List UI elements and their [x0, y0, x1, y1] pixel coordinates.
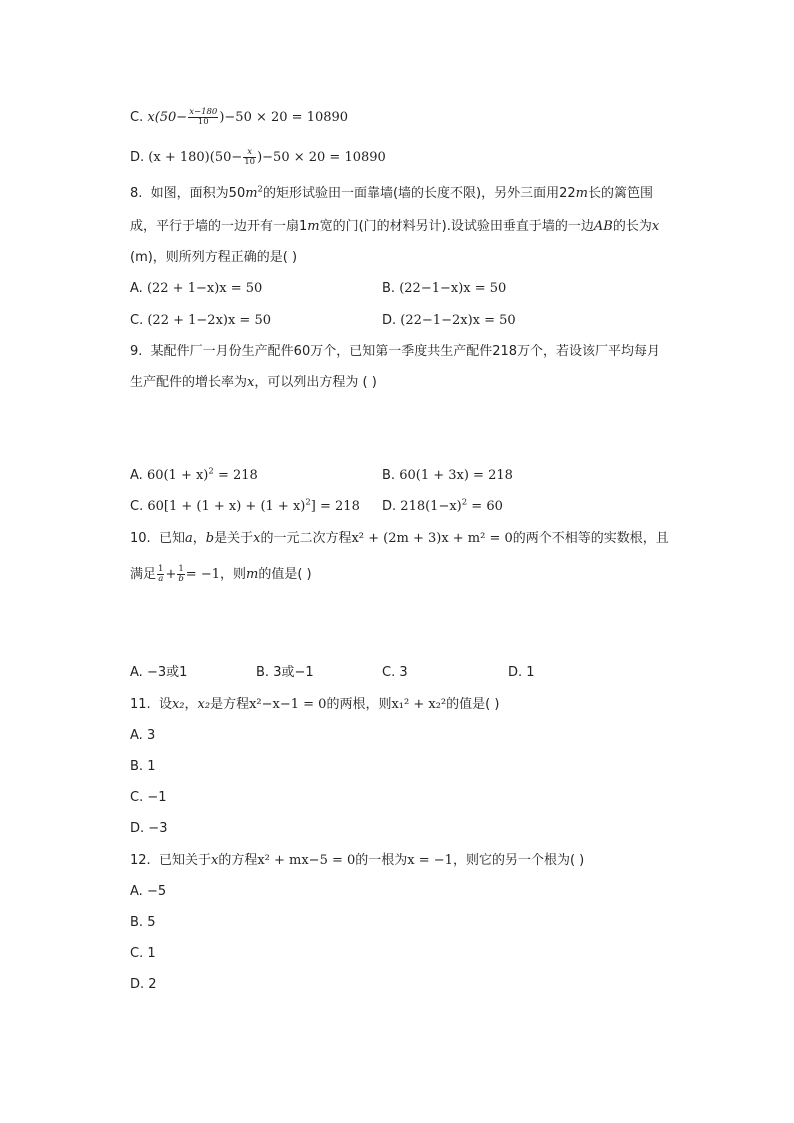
option-label: D.: [382, 499, 397, 514]
fraction-numerator: 1: [178, 564, 184, 574]
stem-text: 的两个不相等的实数根，且: [512, 531, 669, 546]
variable: a: [184, 531, 193, 546]
q7-option-c[interactable]: [130, 108, 348, 127]
variable: m: [307, 219, 320, 234]
option-text: −3: [148, 821, 168, 836]
q11-option-d[interactable]: [130, 820, 167, 838]
fraction: [188, 108, 218, 127]
variable: x: [651, 219, 660, 234]
stem-text: 是关于: [214, 531, 254, 546]
fraction-denominator: a: [158, 574, 164, 584]
stem-text: 设: [158, 697, 172, 712]
q11-option-b[interactable]: [130, 758, 155, 776]
option-text: 1: [526, 665, 535, 680]
option-label: C.: [130, 790, 144, 805]
fraction: [177, 565, 184, 584]
q10-stem-line1: [130, 530, 669, 548]
option-text: −5: [146, 884, 167, 899]
option-label: C.: [130, 499, 144, 514]
stem-text: 的方程: [218, 853, 258, 868]
stem-text: 的一元二次方程: [260, 531, 352, 546]
option-text: (22−1−2x)x = 50: [400, 313, 516, 328]
option-label: A.: [130, 884, 143, 899]
option-label: B.: [382, 468, 396, 483]
q11-option-a[interactable]: [130, 727, 155, 745]
variable: m: [245, 186, 258, 201]
option-label: A.: [130, 281, 143, 296]
option-label: B.: [256, 665, 270, 680]
equation: x₁² + x₂²: [391, 697, 447, 712]
stem-text: ，: [192, 531, 206, 546]
option-label: A.: [130, 728, 143, 743]
option-label: D.: [382, 313, 397, 328]
option-text: (22 + 1−x)x = 50: [146, 281, 263, 296]
stem-text: 的矩形试验田一面靠墙(墙的长度不限)，另外三面用22: [262, 186, 576, 201]
option-label: A.: [130, 468, 143, 483]
q10-stem-line2: [130, 565, 312, 584]
stem-text: 某配件厂一月份生产配件60万个，已知第一季度共生产配件218万个，若设该厂平均每月: [150, 344, 661, 359]
fraction-numerator: 1: [158, 564, 164, 574]
q10-option-b[interactable]: [256, 664, 314, 682]
q9-stem-line1: [130, 343, 660, 361]
option-text: (22−1−x)x = 50: [399, 281, 507, 296]
option-label: B.: [130, 759, 144, 774]
stem-text: 成，平行于墙的一边开有一扇1: [130, 219, 308, 234]
fraction-denominator: 10: [244, 157, 256, 167]
stem-text: 长的篱笆围: [587, 186, 653, 201]
option-text: 3: [399, 665, 408, 680]
option-text: 3或−1: [273, 665, 314, 680]
variable: m: [575, 186, 588, 201]
question-number: 11.: [130, 697, 151, 712]
q10-option-c[interactable]: [382, 664, 408, 682]
option-text: 2: [148, 977, 157, 992]
question-number: 8.: [130, 186, 143, 201]
stem-text: 的值是( ): [446, 697, 500, 712]
variable: x: [210, 853, 219, 868]
stem-text: 的值是( ): [258, 567, 312, 582]
q12-option-a[interactable]: [130, 883, 166, 901]
option-label: D.: [130, 821, 145, 836]
q12-stem: [130, 852, 584, 870]
q12-option-d[interactable]: [130, 976, 157, 994]
fraction-denominator: b: [178, 574, 184, 584]
superscript: 2: [461, 497, 468, 508]
equation: x = −1: [407, 853, 453, 868]
option-label: D.: [508, 665, 523, 680]
equation: x² + (2m + 3)x + m² = 0: [351, 531, 513, 546]
q11-stem: [130, 696, 499, 714]
question-number: 12.: [130, 853, 151, 868]
option-text: 60(1 + 3x) = 218: [399, 468, 513, 483]
option-text: 218(1−x): [400, 499, 462, 514]
variable: AB: [593, 219, 613, 234]
q8-stem-line3: [130, 249, 297, 267]
option-text: −3或1: [146, 665, 188, 680]
q10-option-d[interactable]: [508, 664, 535, 682]
option-text: (x + 180)(50−: [148, 150, 243, 165]
variable: m: [246, 567, 259, 582]
option-label: B.: [382, 281, 396, 296]
option-text: )−50 × 20 = 10890: [219, 110, 349, 125]
superscript: 2: [208, 466, 214, 477]
option-text: 1: [147, 759, 156, 774]
q8-option-c[interactable]: [130, 312, 271, 330]
stem-text: 满足: [130, 567, 157, 582]
option-label: D.: [130, 150, 145, 165]
fraction-denominator: 10: [197, 117, 209, 127]
q9-option-b[interactable]: [382, 467, 513, 485]
stem-text: ，可以列出方程为 ( ): [254, 375, 377, 390]
variable: b: [205, 531, 215, 546]
option-text: 5: [147, 915, 156, 930]
q9-option-d[interactable]: [382, 498, 503, 516]
option-label: D.: [130, 977, 145, 992]
fraction-numerator: x: [243, 148, 256, 158]
q8-option-a[interactable]: [130, 280, 262, 298]
q11-option-c[interactable]: [130, 789, 167, 807]
option-text: )−50 × 20 = 10890: [257, 150, 386, 165]
option-text: = 60: [467, 499, 503, 514]
option-text: −1: [147, 790, 167, 805]
stem-text: (m)，则所列方程正确的是( ): [130, 250, 298, 265]
option-label: C.: [382, 665, 396, 680]
variable: x₂: [197, 697, 211, 712]
operator: +: [165, 567, 177, 582]
q12-option-b[interactable]: [130, 914, 155, 932]
option-label: C.: [130, 313, 144, 328]
variable: x: [253, 531, 261, 546]
stem-text: 的两根，则: [326, 697, 392, 712]
option-label: C.: [130, 946, 144, 961]
option-text: 1: [147, 946, 156, 961]
option-label: A.: [130, 665, 143, 680]
q10-option-a[interactable]: [130, 664, 187, 682]
q8-option-b[interactable]: [382, 280, 506, 298]
superscript: 2: [257, 184, 263, 195]
stem-text: ，则它的另一个根为( ): [452, 853, 585, 868]
question-number: 10.: [130, 531, 151, 546]
option-text: 3: [146, 728, 156, 743]
equation: x²−x−1 = 0: [249, 697, 327, 712]
option-text: 60(1 + x): [146, 468, 209, 483]
stem-text: 已知关于: [158, 853, 211, 868]
question-number: 9.: [130, 344, 143, 359]
stem-text: 已知: [158, 531, 185, 546]
fraction: [157, 565, 164, 584]
q12-option-c[interactable]: [130, 945, 156, 963]
fraction-numerator: x−180: [189, 107, 218, 117]
q9-stem-line2: [130, 374, 377, 392]
option-label: C.: [130, 110, 144, 125]
stem-text: ，: [184, 697, 198, 712]
option-text: (22 + 1−2x)x = 50: [147, 313, 271, 328]
q8-option-d[interactable]: [382, 312, 516, 330]
stem-text: 生产配件的增长率为: [130, 375, 248, 390]
q8-stem-line2: [130, 218, 659, 236]
q8-stem-line1: [130, 185, 653, 203]
variable: x: [247, 375, 255, 390]
stem-text: 如图，面积为50: [150, 186, 246, 201]
option-text: ] = 218: [310, 499, 360, 514]
stem-text: 的一根为: [355, 853, 408, 868]
option-label: B.: [130, 915, 144, 930]
stem-text: 是方程: [210, 697, 250, 712]
q9-option-c[interactable]: [130, 498, 360, 516]
equation: = −1，则: [185, 567, 246, 582]
stem-text: 的长为: [612, 219, 652, 234]
option-text: x(50−: [147, 110, 188, 125]
stem-text: 宽的门(门的材料另计).设试验田垂直于墙的一边: [319, 219, 594, 234]
fraction: [243, 148, 256, 167]
option-text: = 218: [213, 468, 258, 483]
equation: x² + mx−5 = 0: [257, 853, 356, 868]
superscript: 2: [305, 497, 311, 508]
variable: x₂: [171, 697, 185, 712]
option-text: 60[1 + (1 + x) + (1 + x): [147, 499, 306, 514]
q7-option-d[interactable]: [130, 148, 386, 167]
q9-option-a[interactable]: [130, 467, 258, 485]
